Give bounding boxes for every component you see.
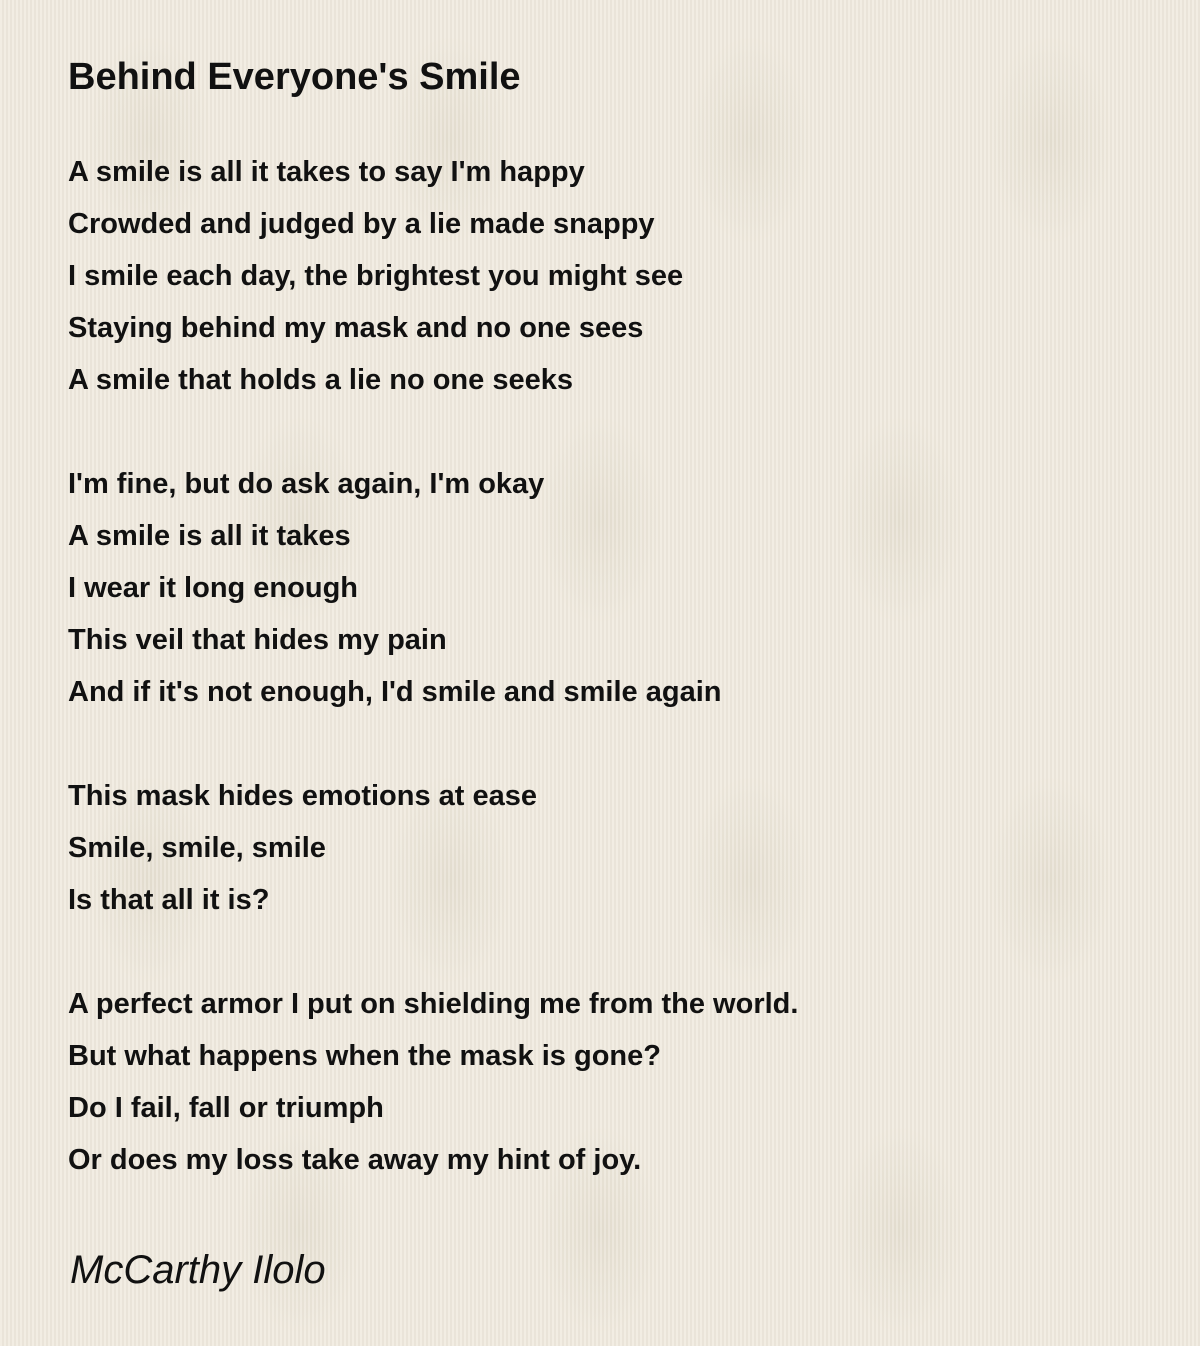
poem-line: Crowded and judged by a lie made snappy <box>68 208 655 240</box>
poem-line: A smile is all it takes to say I'm happy <box>68 156 585 188</box>
poem-line: Staying behind my mask and no one sees <box>68 312 644 344</box>
poem-line: Or does my loss take away my hint of joy. <box>68 1144 642 1176</box>
poem-line: This veil that hides my pain <box>68 624 447 656</box>
poem-title: Behind Everyone's Smile <box>68 56 521 98</box>
poem-line: A perfect armor I put on shielding me from the world. <box>68 988 799 1020</box>
poem-container <box>68 52 1148 1186</box>
stanza-4 <box>68 978 1148 1186</box>
poem-body <box>68 146 1148 1186</box>
poem-line: A smile that holds a lie no one seeks <box>68 364 573 396</box>
stanza-3 <box>68 770 1148 926</box>
stanza-1 <box>68 146 1148 406</box>
poem-line: Smile, smile, smile <box>68 832 326 864</box>
poem-line: But what happens when the mask is gone? <box>68 1040 661 1072</box>
poem-line: A smile is all it takes <box>68 520 351 552</box>
stanza-2 <box>68 458 1148 718</box>
poem-line: I wear it long enough <box>68 572 358 604</box>
poem-line: I'm fine, but do ask again, I'm okay <box>68 468 545 500</box>
poem-line: Do I fail, fall or triumph <box>68 1092 384 1124</box>
poem-line: I smile each day, the brightest you might see <box>68 260 684 292</box>
poem-line: And if it's not enough, I'd smile and smile again <box>68 676 722 708</box>
poem-author: McCarthy Ilolo <box>70 1248 326 1292</box>
poem-line: Is that all it is? <box>68 884 270 916</box>
poem-line: This mask hides emotions at ease <box>68 780 538 812</box>
